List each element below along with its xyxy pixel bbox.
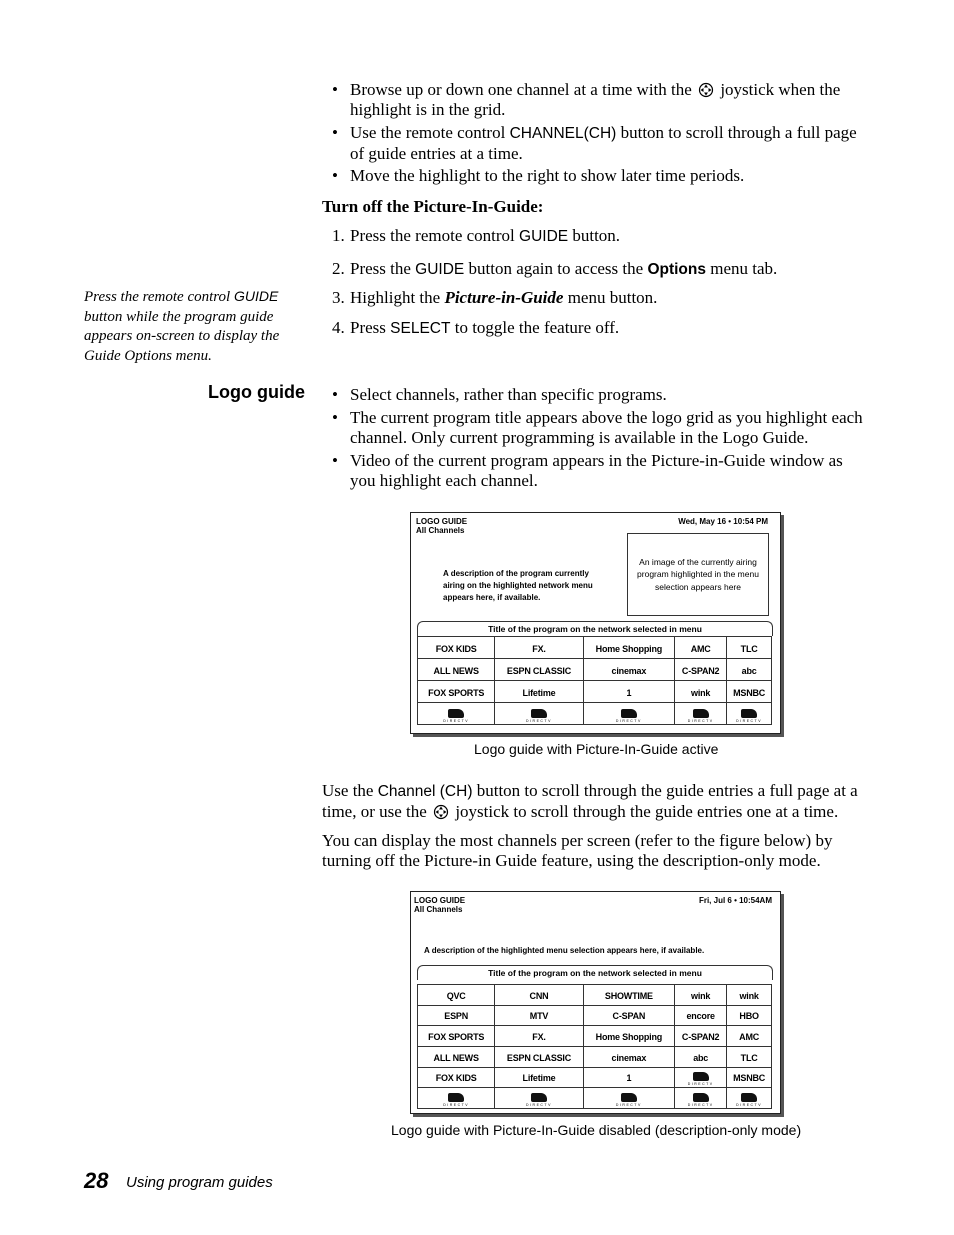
channel-logo: ESPN CLASSIC bbox=[506, 665, 572, 676]
channel-logo: FOX KIDS bbox=[435, 643, 477, 654]
channel-logo: FOX KIDS bbox=[435, 1073, 477, 1084]
channel-logo-cell[interactable] bbox=[675, 1088, 727, 1109]
channel-logo-cell[interactable] bbox=[727, 659, 772, 681]
bullet-move: • Move the highlight to the right to show later time periods. bbox=[332, 166, 745, 185]
channel-logo: Home Shopping bbox=[595, 1032, 663, 1043]
directv-logo: DIRECTV bbox=[736, 1093, 762, 1107]
channel-logo-cell[interactable] bbox=[583, 1046, 674, 1067]
channel-logo: 1 bbox=[626, 687, 632, 698]
channel-logo: cinemax bbox=[611, 1052, 647, 1063]
joystick-icon bbox=[698, 82, 714, 98]
screen1-caption: Logo guide with Picture-In-Guide active bbox=[474, 741, 719, 757]
channel-logo: ALL NEWS bbox=[433, 1052, 479, 1063]
channel-logo: 1 bbox=[626, 1073, 632, 1084]
channel-logo: QVC bbox=[446, 990, 466, 1001]
channel-logo-cell[interactable] bbox=[418, 659, 495, 681]
channel-logo-cell[interactable] bbox=[418, 637, 495, 659]
channel-logo: wink bbox=[739, 990, 759, 1001]
directv-logo: DIRECTV bbox=[526, 709, 552, 723]
step-2: 2. Press the GUIDE button again to access the Options menu tab. bbox=[332, 259, 778, 278]
channel-logo-cell[interactable] bbox=[495, 1088, 583, 1109]
step-4: 4. Press SELECT to toggle the feature off. bbox=[332, 318, 620, 337]
channel-logo-cell[interactable] bbox=[418, 1088, 495, 1109]
channel-logo-cell[interactable] bbox=[675, 1067, 727, 1088]
channel-logo-cell[interactable] bbox=[727, 703, 772, 725]
screen1-title: LOGO GUIDE All Channels bbox=[416, 517, 468, 535]
screen1-datetime: Wed, May 16 • 10:54 PM bbox=[678, 517, 768, 526]
channel-logo: MTV bbox=[529, 1011, 549, 1022]
channel-logo-cell[interactable] bbox=[583, 1005, 674, 1026]
logo-grid-row bbox=[418, 1067, 772, 1088]
directv-logo: DIRECTV bbox=[616, 709, 642, 723]
bullet-current-title: • The current program title appears above the logo grid as you highlight each channel. Only current programming is available in the Logo Guide. bbox=[332, 408, 863, 447]
channel-logo-cell[interactable] bbox=[675, 985, 727, 1006]
screen1-program-title: Title of the program on the network selected in menu bbox=[417, 621, 773, 636]
channel-logo: ESPN CLASSIC bbox=[506, 1052, 572, 1063]
footer-section: Using program guides bbox=[126, 1174, 273, 1191]
channel-logo-cell[interactable] bbox=[727, 1026, 772, 1047]
margin-note: Press the remote control GUIDE button while the program guide appears on-screen to display the Guide Options menu. bbox=[84, 288, 280, 364]
screen2-title: LOGO GUIDE All Channels bbox=[414, 896, 466, 914]
channel-logo: AMC bbox=[690, 643, 711, 654]
logo-guide-screen-description-only bbox=[410, 891, 781, 1114]
screen1-description: A description of the program currently airing on the highlighted network menu appears here, if available. bbox=[443, 569, 593, 602]
pip-window: An image of the currently airing program highlighted in the menu selection appears here bbox=[627, 533, 769, 616]
channel-logo: TLC bbox=[740, 643, 758, 654]
channel-logo-cell[interactable] bbox=[583, 681, 674, 703]
channel-logo-cell[interactable] bbox=[583, 637, 674, 659]
turn-off-heading: Turn off the Picture-In-Guide: bbox=[322, 197, 544, 216]
channel-logo-cell[interactable] bbox=[495, 1046, 583, 1067]
logo-grid-row bbox=[418, 1026, 772, 1047]
logo-guide-heading: Logo guide bbox=[208, 382, 305, 402]
directv-logo: DIRECTV bbox=[526, 1093, 552, 1107]
channel-logo: HBO bbox=[739, 1011, 759, 1022]
channel-logo: FOX SPORTS bbox=[428, 1032, 485, 1043]
logo-grid-row bbox=[418, 1046, 772, 1067]
channel-logo: SHOWTIME bbox=[604, 990, 653, 1001]
channel-logo-cell[interactable] bbox=[495, 1067, 583, 1088]
channel-logo: AMC bbox=[739, 1032, 760, 1043]
channel-logo: ESPN bbox=[444, 1011, 469, 1022]
channel-logo-cell[interactable] bbox=[727, 1088, 772, 1109]
channel-logo-cell[interactable] bbox=[583, 1026, 674, 1047]
logo-grid-row bbox=[418, 659, 772, 681]
channel-logo-cell[interactable] bbox=[727, 681, 772, 703]
bullet-channel: • Use the remote control CHANNEL(CH) button to scroll through a full page of guide entries at a time. bbox=[332, 123, 857, 163]
channel-logo-cell[interactable] bbox=[418, 1005, 495, 1026]
page-number: 28 bbox=[84, 1168, 109, 1193]
channel-logo-cell[interactable] bbox=[675, 1026, 727, 1047]
channel-logo-cell[interactable] bbox=[495, 985, 583, 1006]
channel-logo: C-SPAN2 bbox=[681, 665, 720, 676]
screen2-program-title: Title of the program on the network selected in menu bbox=[417, 965, 773, 980]
channel-logo-cell[interactable] bbox=[583, 985, 674, 1006]
bullet-video: • Video of the current program appears in the Picture-in-Guide window as you highlight each channel. bbox=[332, 451, 843, 490]
channel-logo-cell[interactable] bbox=[418, 703, 495, 725]
logo-grid-row bbox=[418, 681, 772, 703]
directv-logo: DIRECTV bbox=[443, 709, 469, 723]
channel-logo-cell[interactable] bbox=[727, 1005, 772, 1026]
directv-logo: DIRECTV bbox=[688, 1093, 714, 1107]
channel-logo: Home Shopping bbox=[595, 643, 663, 654]
screen2-caption: Logo guide with Picture-In-Guide disabled (description-only mode) bbox=[391, 1122, 802, 1138]
screen2-description: A description of the highlighted menu selection appears here, if available. bbox=[424, 946, 705, 955]
channel-logo-cell[interactable] bbox=[675, 1005, 727, 1026]
channel-logo: CNN bbox=[529, 990, 549, 1001]
channel-logo-cell[interactable] bbox=[495, 681, 583, 703]
channel-logo: ALL NEWS bbox=[433, 665, 479, 676]
channel-logo: MSNBC bbox=[733, 687, 766, 698]
channel-logo-cell[interactable] bbox=[418, 1046, 495, 1067]
step-1: 1. Press the remote control GUIDE button. bbox=[332, 226, 621, 245]
directv-logo: DIRECTV bbox=[616, 1093, 642, 1107]
logo-grid-row bbox=[418, 637, 772, 659]
channel-logo: C-SPAN2 bbox=[681, 1032, 720, 1043]
channel-logo: Lifetime bbox=[522, 687, 556, 698]
channel-logo-cell[interactable] bbox=[418, 1026, 495, 1047]
channel-logo-cell[interactable] bbox=[675, 681, 727, 703]
logo-guide-screen-pip bbox=[410, 512, 781, 734]
screen1-logo-grid bbox=[417, 636, 772, 725]
channel-logo-cell[interactable] bbox=[583, 659, 674, 681]
channel-logo: C-SPAN bbox=[612, 1011, 646, 1022]
channel-logo-cell[interactable] bbox=[495, 637, 583, 659]
channel-logo-cell[interactable] bbox=[418, 681, 495, 703]
directv-logo: DIRECTV bbox=[736, 709, 762, 723]
logo-grid-row bbox=[418, 1088, 772, 1109]
channel-logo-cell[interactable] bbox=[583, 703, 674, 725]
bullet-browse: • Browse up or down one channel at a time with the joystick when the highlight is in the grid. bbox=[332, 80, 841, 119]
channel-logo: encore bbox=[686, 1011, 715, 1022]
channel-logo: wink bbox=[691, 687, 711, 698]
channel-logo-cell[interactable] bbox=[495, 703, 583, 725]
directv-logo: DIRECTV bbox=[443, 1093, 469, 1107]
screen2-datetime: Fri, Jul 6 • 10:54AM bbox=[698, 896, 772, 905]
channel-logo: FX. bbox=[532, 1032, 546, 1043]
channel-logo-cell[interactable] bbox=[495, 659, 583, 681]
channel-logo-cell[interactable] bbox=[583, 1067, 674, 1088]
channel-logo-cell[interactable] bbox=[495, 1026, 583, 1047]
joystick-icon bbox=[433, 804, 449, 820]
channel-logo-cell[interactable] bbox=[675, 659, 727, 681]
logo-grid-row bbox=[418, 1005, 772, 1026]
channel-logo: cinemax bbox=[611, 665, 647, 676]
channel-logo-cell[interactable] bbox=[727, 1046, 772, 1067]
channel-logo: MSNBC bbox=[733, 1073, 766, 1084]
channel-logo-cell[interactable] bbox=[727, 1067, 772, 1088]
channel-logo-cell[interactable] bbox=[727, 985, 772, 1006]
channel-logo: FOX SPORTS bbox=[428, 687, 485, 698]
channel-logo-cell[interactable] bbox=[675, 1046, 727, 1067]
channel-logo-cell[interactable] bbox=[583, 1088, 674, 1109]
logo-grid-row bbox=[418, 703, 772, 725]
paragraph-scroll: Use the Channel (CH) button to scroll through the guide entries a full page at a time, or use the joystick to scroll through the guide entries one at a time. bbox=[322, 781, 858, 821]
bullet-select-channels: • Select channels, rather than specific programs. bbox=[332, 385, 667, 404]
channel-logo: Lifetime bbox=[522, 1073, 556, 1084]
step-3: 3. Highlight the Picture-in-Guide menu button. bbox=[332, 288, 658, 307]
logo-grid-row bbox=[418, 985, 772, 1006]
channel-logo: wink bbox=[691, 990, 711, 1001]
channel-logo-cell[interactable] bbox=[727, 637, 772, 659]
channel-logo: FX. bbox=[532, 643, 546, 654]
paragraph-display-most: You can display the most channels per screen (refer to the figure below) by turning off the Picture-in Guide feature, using the description-only mode. bbox=[322, 831, 833, 870]
screen2-logo-grid bbox=[417, 984, 772, 1109]
channel-logo: abc bbox=[741, 665, 757, 676]
channel-logo-cell[interactable] bbox=[418, 985, 495, 1006]
channel-logo-cell[interactable] bbox=[675, 637, 727, 659]
channel-logo-cell[interactable] bbox=[675, 703, 727, 725]
channel-logo-cell[interactable] bbox=[418, 1067, 495, 1088]
channel-logo: abc bbox=[693, 1052, 709, 1063]
directv-logo: DIRECTV bbox=[688, 709, 714, 723]
directv-logo: DIRECTV bbox=[688, 1072, 714, 1086]
channel-logo-cell[interactable] bbox=[495, 1005, 583, 1026]
channel-logo: TLC bbox=[740, 1052, 758, 1063]
